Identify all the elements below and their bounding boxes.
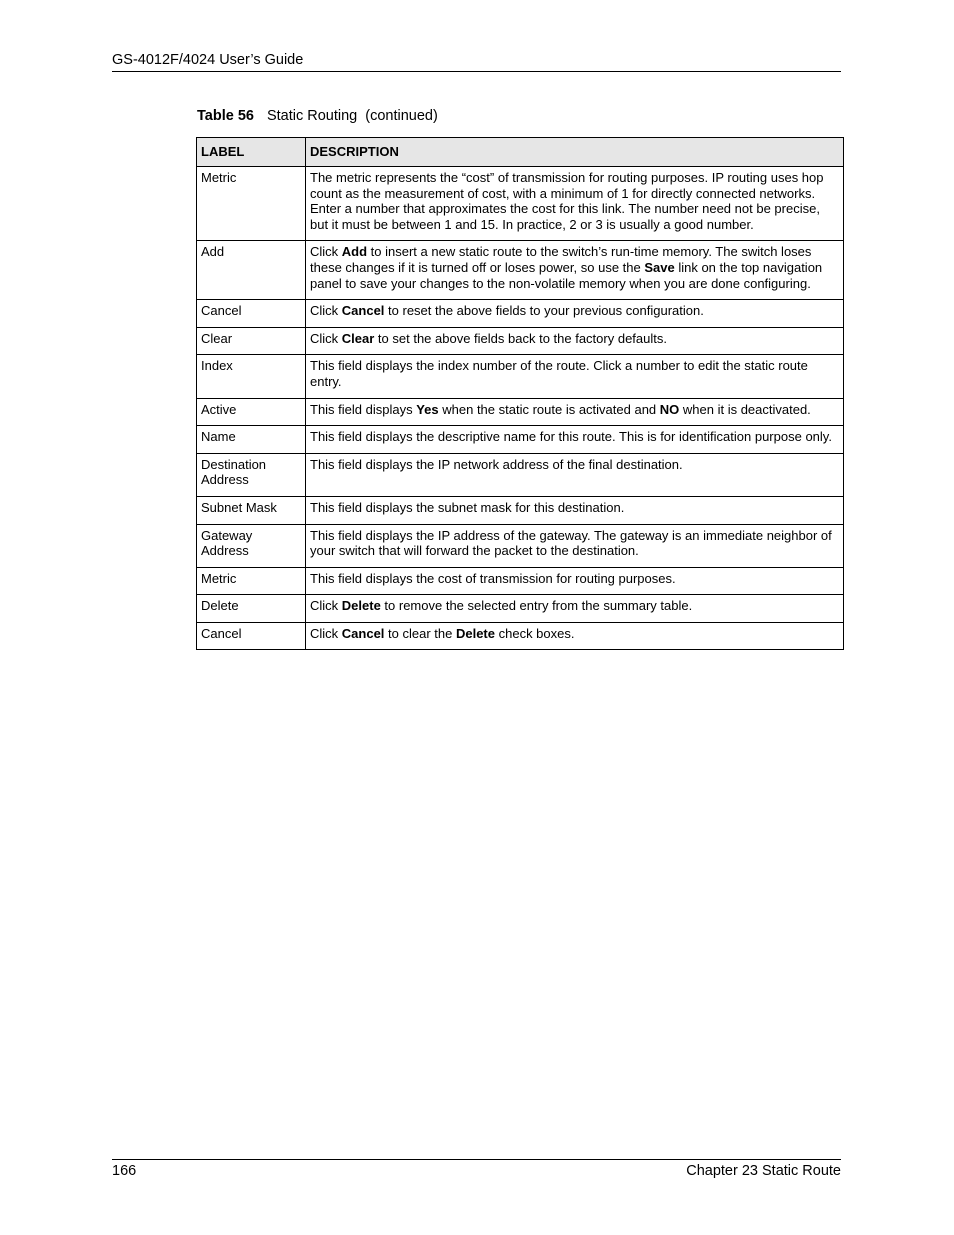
row-label: Gateway Address	[197, 524, 306, 567]
description-text: Click	[310, 303, 342, 319]
description-text: This field displays	[310, 401, 417, 417]
column-header-description: DESCRIPTION	[306, 138, 844, 167]
bold-term: Cancel	[341, 303, 385, 319]
description-text: to clear the	[384, 625, 456, 641]
table-caption-title: Static Routing (continued)	[266, 108, 438, 124]
row-description	[306, 524, 844, 567]
description-text: This field displays the subnet mask for this destination.	[310, 499, 625, 515]
running-header	[112, 51, 841, 72]
description-text: check boxes.	[495, 625, 575, 641]
row-label: Metric	[197, 167, 306, 241]
chapter-title: Chapter 23 Static Route	[686, 1163, 841, 1179]
row-label: Name	[197, 426, 306, 454]
description-text: when the static route is activated and	[438, 401, 660, 417]
table-row	[197, 595, 844, 623]
row-label: Delete	[197, 595, 306, 623]
running-footer	[112, 1159, 841, 1180]
guide-title: GS-4012F/4024 User’s Guide	[112, 52, 304, 68]
row-description	[306, 241, 844, 300]
row-label: Add	[197, 241, 306, 300]
table-caption	[197, 107, 438, 125]
description-text: The metric represents the “cost” of transmission for routing purposes. IP routing uses hop count as the measurement of cost, with a minimum of 1 for directly connected networks. Enter a number that approximates the cost for this link. The number need not be precise, but it must be between 1 and 15. In practice, 2 or 3 is usually a good number.	[310, 170, 824, 232]
table-row	[197, 241, 844, 300]
table-row	[197, 496, 844, 524]
row-description	[306, 355, 844, 398]
column-header-label: LABEL	[197, 138, 306, 167]
table-row	[197, 567, 844, 595]
row-label: Active	[197, 398, 306, 426]
description-text: Click	[310, 244, 342, 260]
table-row	[197, 426, 844, 454]
description-text: when it is deactivated.	[679, 401, 811, 417]
table-row	[197, 622, 844, 650]
description-text: to insert a new static route to the switch’s run-time memory. The switch loses these changes if it is turned off or loses power, so use the	[310, 244, 812, 275]
description-text: Click	[310, 330, 342, 346]
row-label: Destination Address	[197, 453, 306, 496]
bold-term: Save	[644, 259, 675, 275]
row-label: Cancel	[197, 300, 306, 328]
table-row	[197, 398, 844, 426]
description-text: Click	[310, 625, 342, 641]
row-description	[306, 496, 844, 524]
table-body	[197, 167, 844, 650]
table-row	[197, 524, 844, 567]
bold-term: Clear	[341, 330, 375, 346]
description-text: This field displays the IP address of the gateway. The gateway is an immediate neighbor of your switch that will forward the packet to the destination.	[310, 527, 832, 559]
description-text: This field displays the descriptive name for this route. This is for identification purpose only.	[310, 429, 832, 445]
table-row	[197, 327, 844, 355]
description-text: to set the above fields back to the factory defaults.	[374, 330, 667, 346]
static-routing-table	[196, 137, 844, 650]
row-label: Cancel	[197, 622, 306, 650]
row-label: Index	[197, 355, 306, 398]
row-description	[306, 300, 844, 328]
bold-term: Cancel	[341, 625, 385, 641]
bold-term: Yes	[416, 401, 439, 417]
table-row	[197, 355, 844, 398]
bold-term: Delete	[455, 625, 495, 641]
description-text: to reset the above fields to your previous configuration.	[384, 303, 704, 319]
description-text: This field displays the cost of transmission for routing purposes.	[310, 570, 676, 586]
row-description	[306, 398, 844, 426]
page-number: 166	[112, 1163, 137, 1179]
table-row	[197, 300, 844, 328]
bold-term: Add	[341, 244, 368, 260]
table-row	[197, 167, 844, 241]
row-description	[306, 426, 844, 454]
row-description	[306, 567, 844, 595]
description-text: Click	[310, 598, 342, 614]
description-text: link on the top navigation panel to save your changes to the non-volatile memory when you are done configuring.	[310, 259, 823, 291]
description-text: This field displays the IP network address of the final destination.	[310, 456, 683, 472]
bold-term: Delete	[341, 598, 381, 614]
row-label: Clear	[197, 327, 306, 355]
row-description	[306, 167, 844, 241]
table-caption-label: Table 56	[197, 108, 254, 124]
description-text: to remove the selected entry from the summary table.	[380, 598, 693, 614]
bold-term: NO	[659, 401, 680, 417]
row-description	[306, 595, 844, 623]
row-description	[306, 453, 844, 496]
row-description	[306, 622, 844, 650]
row-label: Metric	[197, 567, 306, 595]
description-text: This field displays the index number of the route. Click a number to edit the static route entry.	[310, 358, 808, 389]
table-header-row	[197, 138, 844, 167]
row-description	[306, 327, 844, 355]
table-row	[197, 453, 844, 496]
row-label: Subnet Mask	[197, 496, 306, 524]
